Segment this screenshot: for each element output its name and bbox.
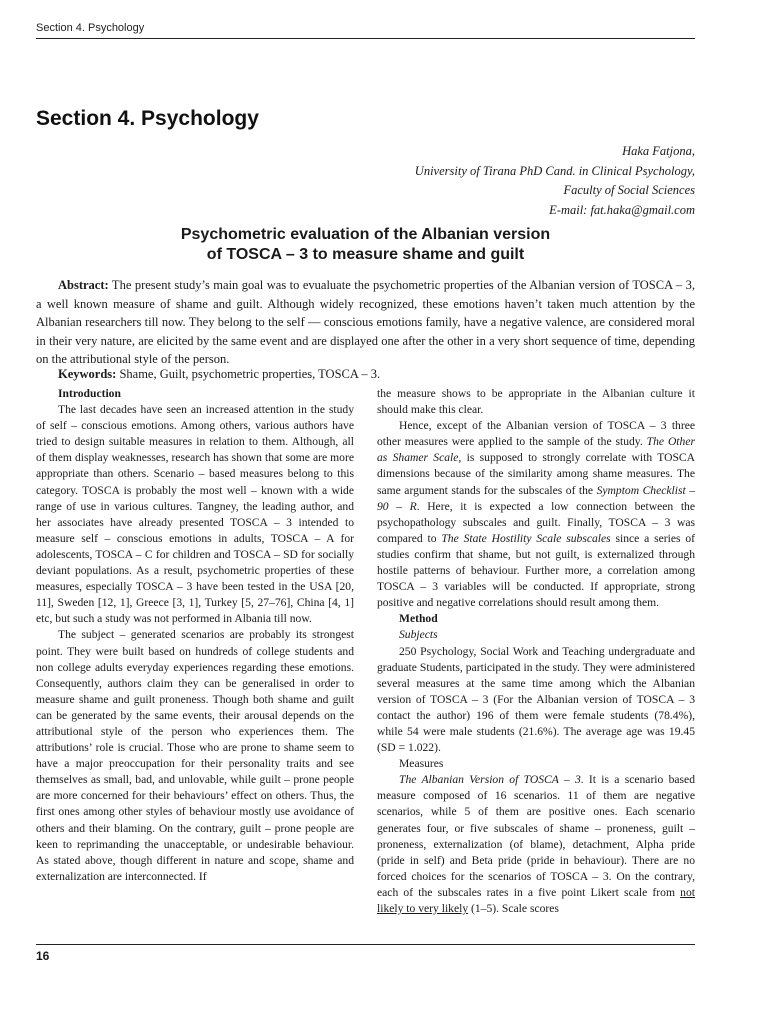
- author-faculty: Faculty of Social Sciences: [563, 183, 695, 197]
- page: [36, 0, 695, 1024]
- introduction-heading: Introduction: [58, 387, 121, 400]
- intro-paragraph-1: The last decades have seen an increased attention in the study of self – conscious emotions. Among others, various authors have tried to design suitable measures in relation to them. Although, all of them display weaknesses, research has shown that some are more appropriate than others. Scenario – based measures belong to this category. TOSCA is probably the most well – known with a wide range of use in various cultures. Tangney, the leading author, and her associates have already presented TOSCA – 3 intended to measure self – conscious emotions in adults, TOSCA – A for adolescents, TOSCA – C for children and TOSCA – SD for socially deviant populations. As a result, psychometric properties of these measures, especially TOSCA – 3 have been tested in the USA [20, 11], Sweden [12, 1], Greece [3, 1], Turkey [5, 27–76], China [4, 1] etc, but such a study was not performed in Albania till now.: [36, 403, 354, 626]
- text-run: . Here, it is expected a low connection between the psychopathology subscales and guilt. Finally, TOSCA – 3 was compared to: [377, 499, 695, 545]
- right-paragraph-2: [377, 418, 695, 611]
- footer-rule: [36, 944, 695, 945]
- keywords: [36, 365, 695, 383]
- paper-title-line2: of TOSCA – 3 to measure shame and guilt: [206, 246, 525, 263]
- text-run: . It is a scenario based measure composed of 16 scenarios. 11 of them are negative scenarios, while 5 of them are positive ones. Each scenario generates four, or five subscales of shame – proneness, guilt – proneness, externalization (of blame), detachment, Alpha pride (pride in self) and Beta pride (pride in behaviour). There are no forced choices for the scenarios of TOSCA – 3. On the contrary, each of the subscales rates in a five point Likert scale from: [377, 773, 695, 899]
- author-affiliation: University of Tirana PhD Cand. in Clinical Psychology,: [414, 163, 695, 178]
- scale-name: The Other as Shamer Scale: [377, 435, 695, 465]
- abstract-text: The present study’s main goal was to evualuate the psychometric properties of the Albanian version of TOSCA – 3, a well known measure of shame and guilt. Although widely recognized, these emotions haven’t taken much attention by the Albanian researchers till now. They belong to the self — conscious emotions family, have a negative valence, are considered moral in their very nature, are elicited by the same event and are displayed one after the other in a very short sequence of time, depending on the attributional style of the person.: [36, 278, 695, 366]
- text-run: (1–5). Scale scores: [468, 902, 559, 915]
- method-heading: Method: [399, 612, 438, 626]
- text-run: Hence, except of the Albanian version of TOSCA – 3 three other measures were applied to the sample of the study.: [377, 419, 695, 449]
- running-head: Section 4. Psychology: [36, 22, 695, 39]
- measures-paragraph: [377, 772, 695, 917]
- measures-subheading: Measures: [399, 757, 444, 771]
- right-column: [377, 386, 695, 917]
- left-column: [36, 386, 354, 885]
- intro-paragraph-2: The subject – generated scenarios are probably its strongest point. They were built based on hundreds of college students and non college adults everyday experiences regarding these emotions. Consequently, authors claim they can be generalised in order to measure shame and guilt proneness. Though both shame and guilt can be generated by the same events, their arousal depends on the attributional style of the person who experiences them. The attributions’ role is crucial. Those who are prone to shame seem to have a major preoccupation for their personality traits and see themselves as small, bad, and unlovable, while guilt – prone people are more concerned for their behaviours’ effect on others. Thus, the first ones among other styles of behaviour mostly use avoidance of others and their blaming. On the contrary, guilt – prone people are keen to reprimanding the unacceptable, or undesirable behaviour. As stated above, though different in nature and scope, shame and externalization are interconnected. If: [36, 628, 354, 883]
- likert-anchor: not likely to very likely: [377, 885, 695, 915]
- paper-title: [36, 225, 695, 265]
- abstract: [36, 276, 695, 369]
- subjects-subheading: Subjects: [399, 628, 438, 642]
- abstract-label: Abstract:: [58, 278, 109, 292]
- measure-name: The Albanian Version of TOSCA – 3: [399, 773, 581, 787]
- section-title: Section 4. Psychology: [36, 107, 259, 130]
- subjects-paragraph: 250 Psychology, Social Work and Teaching undergraduate and graduate Students, participated in the study. They were administered several measures at the same time among which the Albanian version of TOSCA – 3 (For the Albanian version of TOSCA – 3 contact the author) 196 of them were female students (78.4%), while 54 were male students (21.6%). The average age was 19.45 (SD = 1.022).: [377, 644, 695, 755]
- scale-name: Symptom Checklist – 90 – R: [377, 483, 695, 513]
- author-email: E-mail: fat.haka@gmail.com: [549, 202, 695, 217]
- keywords-label: Keywords:: [58, 367, 117, 381]
- paper-title-line1: Psychometric evaluation of the Albanian version: [180, 226, 551, 243]
- author-name: Haka Fatjona,: [622, 144, 695, 158]
- scale-name: The State Hostility Scale subscales: [441, 531, 611, 545]
- right-paragraph-1: the measure shows to be appropriate in the Albanian culture it should make this clear.: [377, 387, 695, 417]
- page-number: 16: [36, 949, 50, 963]
- text-run: , is supposed to strongly correlate with TOSCA dimensions because of the similarity among shame measures. The same argument stands for the subscales of the: [377, 451, 695, 497]
- keywords-text: Shame, Guilt, psychometric properties, TOSCA – 3.: [116, 367, 381, 381]
- author-block: [415, 142, 695, 220]
- text-run: since a series of studies confirm that shame, but not guilt, is externalized through hostile patterns of behaviour. Further more, a correlation among TOSCA – 3 variables will be conducted. If appropriate, strong positive and negative correlations should result among them.: [377, 531, 695, 610]
